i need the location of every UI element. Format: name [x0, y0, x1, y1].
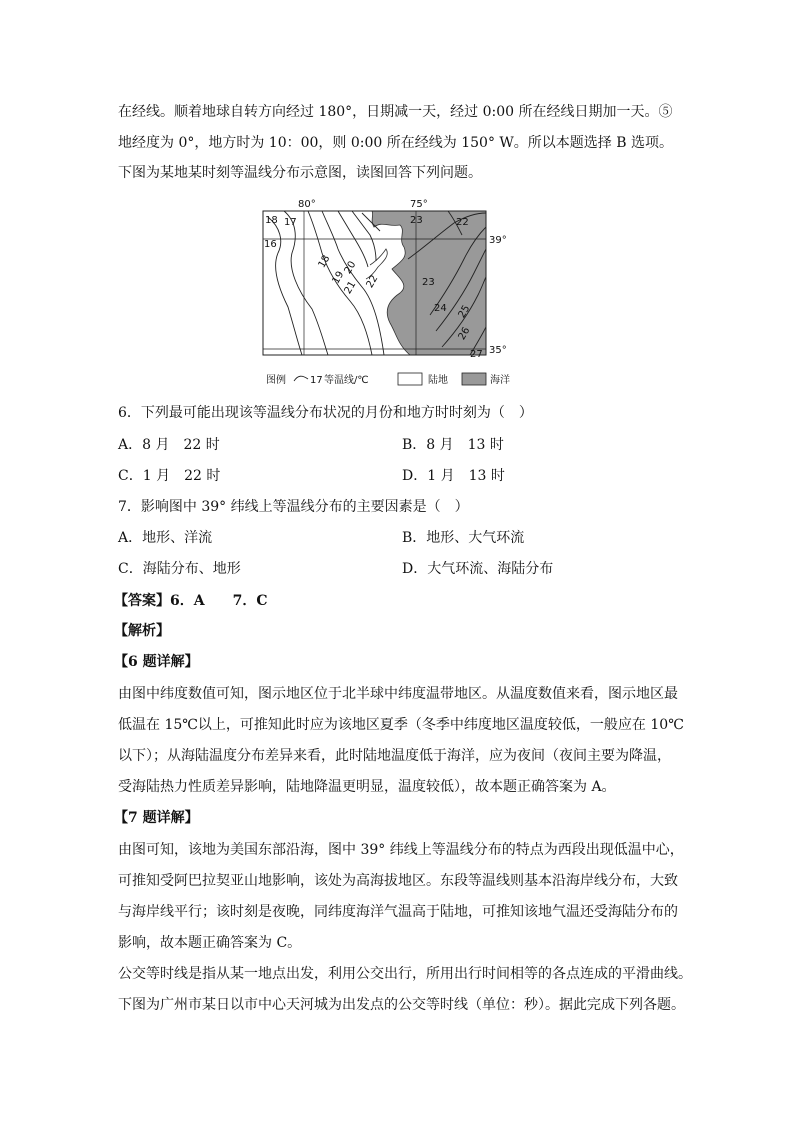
answer-line: 【答案】6．A 7．C — [114, 593, 268, 609]
legend-isotherm-label: 等温线/℃ — [324, 375, 369, 386]
isotherm-label: 18 — [265, 215, 278, 226]
q6-option-b: B．8 月 13 时 — [402, 437, 504, 453]
isotherm-map-svg — [258, 197, 520, 391]
isotherm-label: 20 — [342, 259, 359, 276]
isotherm-label: 22 — [456, 217, 469, 228]
isotherm-label: 27 — [470, 349, 483, 360]
isotherm-line — [268, 217, 302, 355]
detail7-line: 可推知受阿巴拉契亚山地影响，该处为高海拔地区。东段等温线则基本沿海岸线分布，大致 — [118, 873, 678, 889]
q6-stem: 6．下列最可能出现该等温线分布状况的月份和地方时时刻为（ ） — [118, 405, 533, 421]
isotherm-label: 24 — [434, 303, 447, 314]
legend-land-swatch — [398, 373, 422, 385]
q7-option-a: A．地形、洋流 — [118, 530, 213, 546]
isotherm-label: 17 — [284, 217, 297, 228]
longitude-label: 75° — [410, 199, 428, 210]
latitude-label: 35° — [489, 345, 507, 356]
legend-land-label: 陆地 — [428, 375, 448, 386]
q6-option-d: D．1 月 13 时 — [402, 468, 505, 484]
latitude-label: 39° — [489, 235, 507, 246]
legend-ocean-swatch — [462, 373, 486, 385]
legend-isotherm-icon — [294, 376, 308, 381]
intro-line: 在经线。顺着地球自转方向经过 180°，日期减一天，经过 0:00 所在经线日期加一天。⑤ — [118, 104, 673, 120]
q7-option-b: B．地形、大气环流 — [402, 530, 525, 546]
isotherm-label: 21 — [342, 279, 359, 296]
isotherm-label: 25 — [456, 303, 473, 320]
q7-option-d: D．大气环流、海陆分布 — [402, 561, 554, 577]
q6-option-a: A．8 月 22 时 — [118, 437, 220, 453]
q7-stem: 7．影响图中 39° 纬线上等温线分布的主要因素是（ ） — [118, 499, 469, 515]
detail6-line: 低温在 15℃以上，可推知此时应为该地区夏季（冬季中纬度地区温度较低，一般应在 10℃ — [118, 717, 684, 733]
isotherm-label: 26 — [456, 325, 473, 342]
longitude-label: 80° — [298, 199, 316, 210]
detail7-line: 影响，故本题正确答案为 C。 — [118, 935, 302, 951]
intro-line: 下图为某地某时刻等温线分布示意图，读图回答下列问题。 — [118, 165, 482, 181]
detail6-heading: 【6 题详解】 — [114, 654, 199, 670]
detail7-line: 由图可知，该地为美国东部沿海，图中 39° 纬线上等温线分布的特点为西段出现低温中心， — [118, 842, 684, 858]
isotherm-label: 19 — [330, 269, 347, 286]
intro-line: 地经度为 0°，地方时为 10：00，则 0:00 所在经线为 150° W。所以本题选择 B 选项。 — [118, 135, 673, 151]
analysis-heading: 【解析】 — [114, 623, 170, 639]
isotherm-line — [284, 211, 328, 355]
detail6-line: 以下）；从海陆温度分布差异来看，此时陆地温度低于海洋，应为夜间（夜间主要为降温， — [118, 748, 671, 764]
detail6-line: 由图中纬度数值可知，图示地区位于北半球中纬度温带地区。从温度数值来看，图示地区最 — [118, 686, 678, 702]
isotherm-label: 23 — [422, 277, 435, 288]
detail6-line: 受海陆热力性质差异影响，陆地降温更明显，温度较低），故本题正确答案为 A。 — [118, 779, 616, 795]
legend-ocean-label: 海洋 — [490, 375, 510, 386]
q7-option-c: C．海陆分布、地形 — [118, 561, 241, 577]
isotherm-label: 23 — [410, 215, 423, 226]
legend-isotherm-sample: 17 — [310, 375, 323, 386]
legend-prefix: 图例 — [266, 375, 286, 386]
isotherm-label: 16 — [264, 239, 277, 250]
detail7-heading: 【7 题详解】 — [114, 810, 199, 826]
closing-line: 下图为广州市某日以市中心天河城为出发点的公交等时线（单位：秒）。据此完成下列各题。 — [118, 997, 685, 1013]
isotherm-map-figure — [258, 197, 520, 391]
detail7-line: 与海岸线平行；该时刻是夜晚，同纬度海洋气温高于陆地，可推知该地气温还受海陆分布的 — [118, 904, 678, 920]
isotherm-label: 18 — [316, 253, 333, 270]
q6-option-c: C．1 月 22 时 — [118, 468, 221, 484]
closing-line: 公交等时线是指从某一地点出发，利用公交出行，所用出行时间相等的各点连成的平滑曲线。 — [118, 966, 692, 982]
isotherm-label: 22 — [364, 273, 381, 290]
